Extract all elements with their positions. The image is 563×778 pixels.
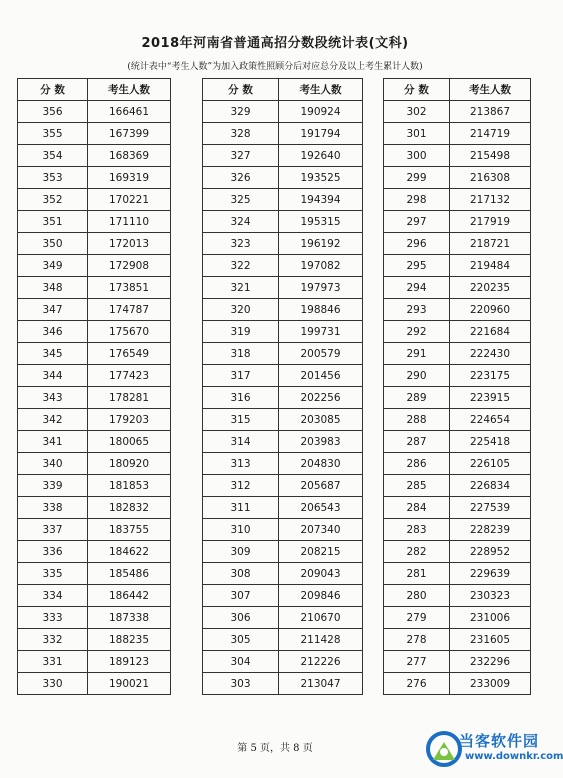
table-row <box>203 541 363 563</box>
table-row <box>384 233 531 255</box>
score-cell: 289 <box>384 387 450 409</box>
header-count: 考生人数 <box>450 79 531 101</box>
score-cell: 276 <box>384 673 450 695</box>
count-cell: 204830 <box>279 453 363 475</box>
count-cell: 203983 <box>279 431 363 453</box>
score-table-1 <box>17 78 171 695</box>
count-cell: 195315 <box>279 211 363 233</box>
score-table-2 <box>202 78 363 695</box>
score-cell: 326 <box>203 167 279 189</box>
score-cell: 325 <box>203 189 279 211</box>
score-cell: 294 <box>384 277 450 299</box>
table-row <box>18 475 171 497</box>
score-cell: 349 <box>18 255 88 277</box>
count-cell: 223175 <box>450 365 531 387</box>
count-cell: 232296 <box>450 651 531 673</box>
table-row <box>203 651 363 673</box>
table-row <box>18 365 171 387</box>
count-cell: 169319 <box>88 167 171 189</box>
count-cell: 217919 <box>450 211 531 233</box>
count-cell: 206543 <box>279 497 363 519</box>
table-row <box>384 277 531 299</box>
score-cell: 312 <box>203 475 279 497</box>
count-cell: 191794 <box>279 123 363 145</box>
score-cell: 314 <box>203 431 279 453</box>
score-cell: 322 <box>203 255 279 277</box>
table-row <box>203 519 363 541</box>
count-cell: 193525 <box>279 167 363 189</box>
score-cell: 339 <box>18 475 88 497</box>
score-cell: 323 <box>203 233 279 255</box>
score-cell: 338 <box>18 497 88 519</box>
count-cell: 215498 <box>450 145 531 167</box>
score-cell: 278 <box>384 629 450 651</box>
score-cell: 320 <box>203 299 279 321</box>
table-row <box>203 563 363 585</box>
score-cell: 290 <box>384 365 450 387</box>
score-cell: 317 <box>203 365 279 387</box>
score-cell: 331 <box>18 651 88 673</box>
count-cell: 213867 <box>450 101 531 123</box>
count-cell: 188235 <box>88 629 171 651</box>
score-cell: 280 <box>384 585 450 607</box>
count-cell: 221684 <box>450 321 531 343</box>
table-row <box>203 101 363 123</box>
table-row <box>203 387 363 409</box>
count-cell: 189123 <box>88 651 171 673</box>
score-cell: 287 <box>384 431 450 453</box>
header-score: 分 数 <box>203 79 279 101</box>
table-row <box>203 365 363 387</box>
table-row <box>384 343 531 365</box>
table-row <box>18 167 171 189</box>
count-cell: 216308 <box>450 167 531 189</box>
table-row <box>18 145 171 167</box>
score-cell: 328 <box>203 123 279 145</box>
score-cell: 354 <box>18 145 88 167</box>
table-row <box>384 563 531 585</box>
page-footer: 第 5 页，共 8 页 <box>237 743 313 754</box>
count-cell: 184622 <box>88 541 171 563</box>
count-cell: 186442 <box>88 585 171 607</box>
count-cell: 179203 <box>88 409 171 431</box>
table-row <box>18 585 171 607</box>
table-row <box>18 541 171 563</box>
count-cell: 200579 <box>279 343 363 365</box>
count-cell: 224654 <box>450 409 531 431</box>
table-row <box>18 607 171 629</box>
watermark <box>425 728 563 772</box>
header-count: 考生人数 <box>88 79 171 101</box>
table-row <box>203 409 363 431</box>
table-row <box>18 431 171 453</box>
table-row <box>384 145 531 167</box>
table-row <box>384 387 531 409</box>
table-header-row <box>203 79 363 101</box>
count-cell: 180920 <box>88 453 171 475</box>
count-cell: 181853 <box>88 475 171 497</box>
count-cell: 209043 <box>279 563 363 585</box>
table-row <box>203 145 363 167</box>
page-title: 2018年河南省普通高招分数段统计表(文科) <box>141 36 409 51</box>
score-cell: 291 <box>384 343 450 365</box>
count-cell: 219484 <box>450 255 531 277</box>
score-cell: 345 <box>18 343 88 365</box>
score-cell: 303 <box>203 673 279 695</box>
count-cell: 203085 <box>279 409 363 431</box>
score-cell: 296 <box>384 233 450 255</box>
table-row <box>384 189 531 211</box>
score-cell: 286 <box>384 453 450 475</box>
count-cell: 176549 <box>88 343 171 365</box>
table-row <box>203 123 363 145</box>
count-cell: 172908 <box>88 255 171 277</box>
count-cell: 183755 <box>88 519 171 541</box>
table-row <box>18 563 171 585</box>
count-cell: 174787 <box>88 299 171 321</box>
count-cell: 220960 <box>450 299 531 321</box>
table-row <box>18 387 171 409</box>
count-cell: 177423 <box>88 365 171 387</box>
score-cell: 310 <box>203 519 279 541</box>
header-score: 分 数 <box>384 79 450 101</box>
count-cell: 173851 <box>88 277 171 299</box>
table-header-row <box>18 79 171 101</box>
count-cell: 228952 <box>450 541 531 563</box>
table-row <box>203 211 363 233</box>
score-cell: 344 <box>18 365 88 387</box>
count-cell: 166461 <box>88 101 171 123</box>
score-cell: 327 <box>203 145 279 167</box>
count-cell: 205687 <box>279 475 363 497</box>
score-cell: 350 <box>18 233 88 255</box>
count-cell: 229639 <box>450 563 531 585</box>
count-cell: 198846 <box>279 299 363 321</box>
count-cell: 226834 <box>450 475 531 497</box>
score-cell: 316 <box>203 387 279 409</box>
score-cell: 313 <box>203 453 279 475</box>
table-row <box>203 343 363 365</box>
count-cell: 226105 <box>450 453 531 475</box>
score-cell: 330 <box>18 673 88 695</box>
table-row <box>203 189 363 211</box>
table-row <box>384 629 531 651</box>
count-cell: 228239 <box>450 519 531 541</box>
table-row <box>203 233 363 255</box>
count-cell: 208215 <box>279 541 363 563</box>
count-cell: 185486 <box>88 563 171 585</box>
score-cell: 306 <box>203 607 279 629</box>
table-row <box>384 607 531 629</box>
count-cell: 231006 <box>450 607 531 629</box>
score-cell: 352 <box>18 189 88 211</box>
table-row <box>18 519 171 541</box>
score-cell: 315 <box>203 409 279 431</box>
count-cell: 187338 <box>88 607 171 629</box>
score-cell: 304 <box>203 651 279 673</box>
score-cell: 324 <box>203 211 279 233</box>
score-cell: 341 <box>18 431 88 453</box>
score-cell: 334 <box>18 585 88 607</box>
table-row <box>18 673 171 695</box>
count-cell: 170221 <box>88 189 171 211</box>
table-row <box>18 343 171 365</box>
table-row <box>384 123 531 145</box>
score-cell: 293 <box>384 299 450 321</box>
table-row <box>203 585 363 607</box>
table-row <box>384 167 531 189</box>
table-row <box>203 475 363 497</box>
score-cell: 285 <box>384 475 450 497</box>
score-cell: 301 <box>384 123 450 145</box>
score-cell: 337 <box>18 519 88 541</box>
score-cell: 281 <box>384 563 450 585</box>
table-row <box>18 255 171 277</box>
count-cell: 218721 <box>450 233 531 255</box>
count-cell: 227539 <box>450 497 531 519</box>
score-cell: 305 <box>203 629 279 651</box>
count-cell: 199731 <box>279 321 363 343</box>
table-row <box>203 629 363 651</box>
score-cell: 308 <box>203 563 279 585</box>
watermark-url: www.downkr.com <box>465 751 563 762</box>
score-cell: 336 <box>18 541 88 563</box>
table-row <box>384 321 531 343</box>
count-cell: 201456 <box>279 365 363 387</box>
count-cell: 197973 <box>279 277 363 299</box>
count-cell: 209846 <box>279 585 363 607</box>
score-cell: 329 <box>203 101 279 123</box>
count-cell: 210670 <box>279 607 363 629</box>
table-row <box>203 607 363 629</box>
table-row <box>384 497 531 519</box>
table-row <box>384 585 531 607</box>
table-row <box>18 497 171 519</box>
score-cell: 340 <box>18 453 88 475</box>
score-cell: 343 <box>18 387 88 409</box>
score-cell: 348 <box>18 277 88 299</box>
score-cell: 309 <box>203 541 279 563</box>
score-cell: 311 <box>203 497 279 519</box>
table-row <box>384 673 531 695</box>
count-cell: 212226 <box>279 651 363 673</box>
count-cell: 233009 <box>450 673 531 695</box>
count-cell: 190924 <box>279 101 363 123</box>
table-row <box>384 431 531 453</box>
table-row <box>18 189 171 211</box>
count-cell: 178281 <box>88 387 171 409</box>
score-cell: 283 <box>384 519 450 541</box>
score-cell: 307 <box>203 585 279 607</box>
count-cell: 182832 <box>88 497 171 519</box>
score-cell: 342 <box>18 409 88 431</box>
table-row <box>384 211 531 233</box>
count-cell: 168369 <box>88 145 171 167</box>
count-cell: 196192 <box>279 233 363 255</box>
score-cell: 356 <box>18 101 88 123</box>
table-row <box>18 453 171 475</box>
table-header-row <box>384 79 531 101</box>
score-cell: 302 <box>384 101 450 123</box>
table-row <box>18 629 171 651</box>
table-row <box>384 255 531 277</box>
table-row <box>18 211 171 233</box>
table-row <box>384 101 531 123</box>
score-cell: 284 <box>384 497 450 519</box>
score-cell: 295 <box>384 255 450 277</box>
count-cell: 197082 <box>279 255 363 277</box>
table-row <box>203 277 363 299</box>
score-cell: 277 <box>384 651 450 673</box>
table-row <box>203 431 363 453</box>
table-row <box>384 365 531 387</box>
score-cell: 351 <box>18 211 88 233</box>
score-cell: 282 <box>384 541 450 563</box>
count-cell: 222430 <box>450 343 531 365</box>
table-row <box>203 673 363 695</box>
count-cell: 213047 <box>279 673 363 695</box>
count-cell: 171110 <box>88 211 171 233</box>
table-row <box>18 651 171 673</box>
count-cell: 202256 <box>279 387 363 409</box>
table-row <box>18 123 171 145</box>
score-cell: 333 <box>18 607 88 629</box>
table-row <box>203 453 363 475</box>
count-cell: 207340 <box>279 519 363 541</box>
table-row <box>18 233 171 255</box>
table-row <box>18 321 171 343</box>
score-cell: 346 <box>18 321 88 343</box>
table-row <box>18 299 171 321</box>
table-row <box>384 299 531 321</box>
count-cell: 194394 <box>279 189 363 211</box>
count-cell: 214719 <box>450 123 531 145</box>
table-row <box>203 497 363 519</box>
table-row <box>18 101 171 123</box>
score-cell: 279 <box>384 607 450 629</box>
score-cell: 300 <box>384 145 450 167</box>
count-cell: 223915 <box>450 387 531 409</box>
table-row <box>384 453 531 475</box>
score-cell: 298 <box>384 189 450 211</box>
score-cell: 319 <box>203 321 279 343</box>
header-score: 分 数 <box>18 79 88 101</box>
count-cell: 190021 <box>88 673 171 695</box>
score-cell: 332 <box>18 629 88 651</box>
header-count: 考生人数 <box>279 79 363 101</box>
score-cell: 355 <box>18 123 88 145</box>
table-row <box>18 277 171 299</box>
score-cell: 347 <box>18 299 88 321</box>
watermark-name: 当客软件园 <box>459 732 540 750</box>
table-row <box>384 519 531 541</box>
score-cell: 299 <box>384 167 450 189</box>
downkr-logo-icon <box>425 730 463 768</box>
score-cell: 335 <box>18 563 88 585</box>
count-cell: 167399 <box>88 123 171 145</box>
count-cell: 230323 <box>450 585 531 607</box>
count-cell: 172013 <box>88 233 171 255</box>
count-cell: 217132 <box>450 189 531 211</box>
count-cell: 180065 <box>88 431 171 453</box>
score-cell: 297 <box>384 211 450 233</box>
count-cell: 175670 <box>88 321 171 343</box>
count-cell: 211428 <box>279 629 363 651</box>
table-row <box>203 167 363 189</box>
count-cell: 225418 <box>450 431 531 453</box>
score-cell: 292 <box>384 321 450 343</box>
score-cell: 321 <box>203 277 279 299</box>
table-row <box>384 541 531 563</box>
score-cell: 318 <box>203 343 279 365</box>
table-row <box>384 651 531 673</box>
table-row <box>18 409 171 431</box>
table-row <box>203 299 363 321</box>
table-row <box>384 409 531 431</box>
table-row <box>384 475 531 497</box>
count-cell: 231605 <box>450 629 531 651</box>
table-row <box>203 255 363 277</box>
score-cell: 353 <box>18 167 88 189</box>
page-subtitle: (统计表中“考生人数”为加入政策性照顾分后对应总分及以上考生累计人数) <box>127 62 423 72</box>
table-row <box>203 321 363 343</box>
score-table-3 <box>383 78 531 695</box>
score-cell: 288 <box>384 409 450 431</box>
count-cell: 192640 <box>279 145 363 167</box>
count-cell: 220235 <box>450 277 531 299</box>
